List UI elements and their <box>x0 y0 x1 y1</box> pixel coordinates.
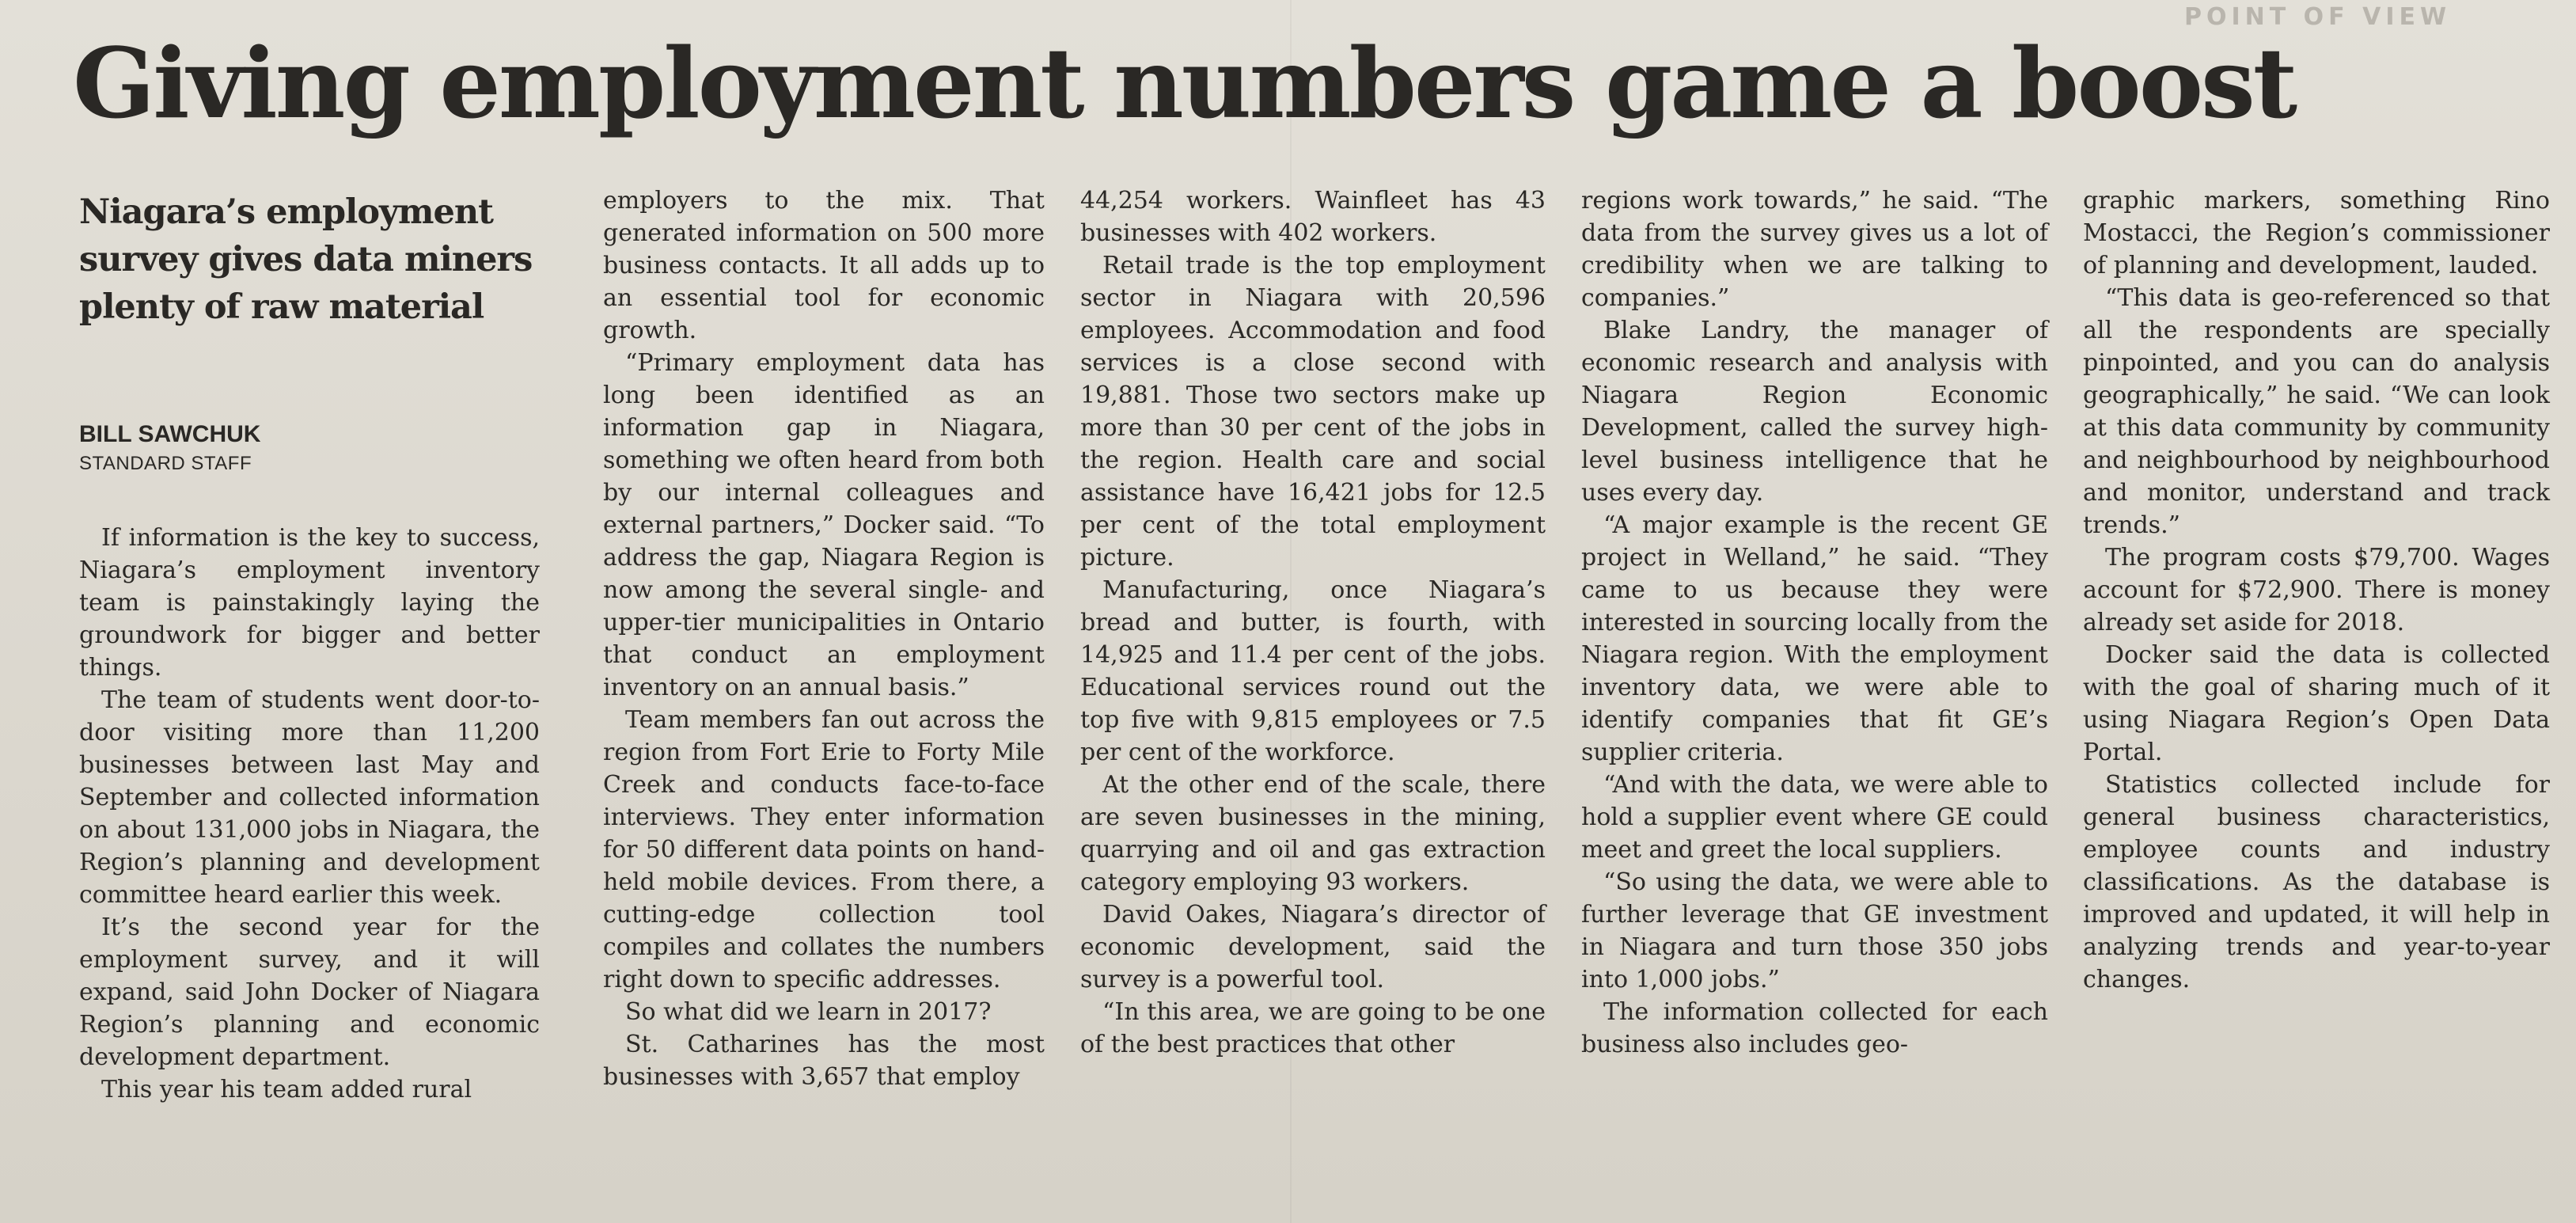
paragraph: It’s the second year for the employment survey, and it will expand, said John Docker of Niagara Region’s planning and economic development department. <box>79 913 540 1071</box>
article-column-3 <box>1080 184 1546 1061</box>
paragraph: “And with the data, we were able to hold a supplier event where GE could meet and greet the local suppliers. <box>1581 771 2048 864</box>
paragraph: Team members fan out across the region from Fort Erie to Forty Mile Creek and conducts face-to-face interviews. They enter information for 50 different data points on hand-held mobile devices. From there, a cutting-edge collection tool compiles and collates the numbers right down to specific addresses. <box>603 706 1045 993</box>
paragraph: The information collected for each business also includes geo- <box>1581 998 2048 1058</box>
paragraph: Statistics collected include for general business characteristics, employee counts and industry classifications. As the database is improved and updated, it will help in analyzing trends and year-to-year changes. <box>2083 771 2550 993</box>
byline-name: BILL SAWCHUK <box>79 421 261 447</box>
byline-affiliation: STANDARD STAFF <box>79 453 252 474</box>
paragraph: At the other end of the scale, there are seven businesses in the mining, quarrying and oil and gas extraction category employing 93 workers. <box>1080 771 1546 896</box>
paragraph: This year his team added rural <box>101 1076 472 1103</box>
paragraph: “A major example is the recent GE project in Welland,” he said. “They came to us because they were interested in sourcing locally from the Niagara region. With the employment inventory data, we were able to identify companies that fit GE’s supplier criteria. <box>1581 511 2048 766</box>
paragraph: Blake Landry, the manager of economic research and analysis with Niagara Region Economic Development, called the survey high-level business intelligence that he uses every day. <box>1581 317 2048 507</box>
paragraph: The team of students went door-to-door visiting more than 11,200 businesses between last May and September and collected information on about 131,000 jobs in Niagara, the Region’s planning and development committee heard earlier this week. <box>79 686 540 909</box>
article-column-1 <box>79 522 540 1106</box>
deck-subheadline: Niagara’s employment survey gives data miners plenty of raw material <box>79 192 533 327</box>
paragraph: regions work towards,” he said. “The data from the survey gives us a lot of credibility when we are talking to companies.” <box>1581 187 2048 312</box>
article-column-2 <box>603 184 1045 1093</box>
paragraph: “In this area, we are going to be one of the best practices that other <box>1080 998 1546 1058</box>
paragraph: So what did we learn in 2017? <box>625 998 992 1026</box>
headline: Giving employment numbers game a boost <box>73 26 2296 140</box>
paragraph: “This data is geo-referenced so that all the respondents are specially pinpointed, and you can do analysis geographically,” he said. “We can look at this data community by community and neighbourhood by neighbourhood and monitor, understand and track trends.” <box>2083 284 2550 539</box>
paragraph: Docker said the data is collected with the goal of sharing much of it using Niagara Region’s Open Data Portal. <box>2083 641 2550 766</box>
paragraph: “So using the data, we were able to further leverage that GE investment in Niagara and turn those 350 jobs into 1,000 jobs.” <box>1581 868 2048 993</box>
paragraph: The program costs $79,700. Wages account for $72,900. There is money already set aside for 2018. <box>2083 544 2550 636</box>
paragraph: If information is the key to success, Niagara’s employment inventory team is painstakingly laying the groundwork for bigger and better things. <box>79 524 540 682</box>
article-column-5 <box>2083 184 2550 996</box>
adjacent-section-tag: POINT OF VIEW <box>2184 3 2452 31</box>
paragraph: St. Catharines has the most businesses with 3,657 that employ <box>603 1031 1045 1091</box>
paragraph: Retail trade is the top employment sector in Niagara with 20,596 employees. Accommodation and food services is a close second with 19,881. Those two sectors make up more than 30 per cent of the jobs in the region. Health care and social assistance have 16,421 jobs for 12.5 per cent of the total employment picture. <box>1080 252 1546 572</box>
paragraph: employers to the mix. That generated information on 500 more business contacts. It all adds up to an essential tool for economic growth. <box>603 187 1045 344</box>
paragraph: “Primary employment data has long been identified as an information gap in Niagara, something we often heard from both by our internal colleagues and external partners,” Docker said. “To address the gap, Niagara Region is now among the several single- and upper-tier municipalities in Ontario that conduct an employment inventory on an annual basis.” <box>603 349 1045 701</box>
paragraph: graphic markers, something Rino Mostacci, the Region’s commissioner of planning and development, lauded. <box>2083 187 2550 279</box>
paragraph: Manufacturing, once Niagara’s bread and butter, is fourth, with 14,925 and 11.4 per cent of the jobs. Educational services round out the top five with 9,815 employees or 7.5 per cent of the workforce. <box>1080 576 1546 766</box>
paragraph: David Oakes, Niagara’s director of economic development, said the survey is a powerful tool. <box>1080 901 1546 993</box>
paragraph: 44,254 workers. Wainfleet has 43 businesses with 402 workers. <box>1080 187 1546 247</box>
article-column-4 <box>1581 184 2048 1061</box>
